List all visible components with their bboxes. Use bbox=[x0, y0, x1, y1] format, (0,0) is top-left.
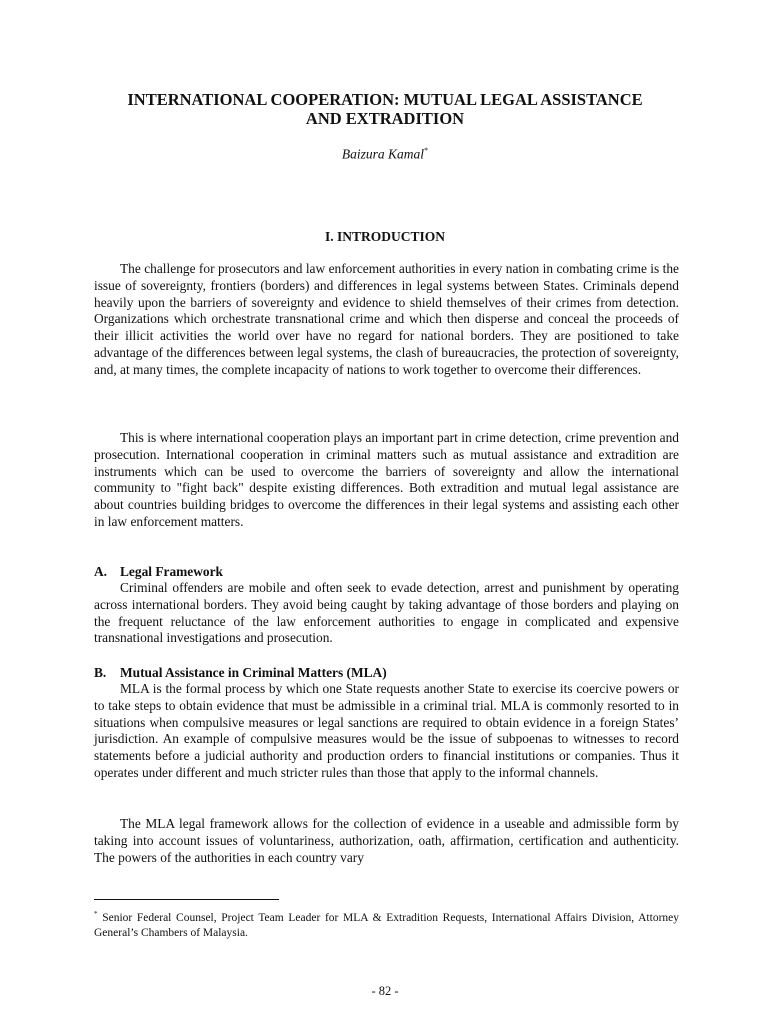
title-line-1: INTERNATIONAL COOPERATION: MUTUAL LEGAL ASSISTANCE bbox=[127, 90, 643, 109]
footnote bbox=[94, 907, 679, 941]
subsection-letter: B. bbox=[94, 665, 107, 680]
title-line-2: AND EXTRADITION bbox=[305, 109, 465, 128]
subsection-title: Legal Framework bbox=[120, 564, 224, 579]
footnote-marker: * bbox=[94, 910, 98, 918]
paper-title bbox=[60, 90, 710, 128]
subsection-heading-b bbox=[94, 665, 679, 681]
subsection-title: Mutual Assistance in Criminal Matters (MLA) bbox=[120, 665, 387, 680]
subsection-letter: A. bbox=[94, 564, 108, 579]
subsection-heading-a bbox=[94, 564, 679, 580]
footnote-divider bbox=[94, 899, 279, 900]
section-heading: I. INTRODUCTION bbox=[324, 229, 446, 244]
subsection-a-paragraph: Criminal offenders are mobile and often seek to evade detection, arrest and punishment by operating across international borders. They avoid being caught by taking advantage of those borders and playing on the frequent reluctance of the law enforcement authorities to engage in complicated and expensive transnational investigations and prosecution. bbox=[94, 580, 679, 646]
author-footnote-marker: * bbox=[424, 146, 429, 155]
subsection-b-paragraph-2: The MLA legal framework allows for the collection of evidence in a useable and admissible form by taking into account issues of voluntariness, authorization, oath, affirmation, certification and authenticity. The powers of the authorities in each country vary bbox=[94, 816, 679, 865]
author-name: Baizura Kamal bbox=[341, 146, 425, 162]
author-line bbox=[60, 146, 710, 163]
subsection-b-paragraph-1: MLA is the formal process by which one State requests another State to exercise its coercive powers or to take steps to obtain evidence that must be admissible in a criminal trial. MLA is commonly resorted to in situations when compulsive measures or legal sanctions are required to obtain evidence in a foreign States’ jurisdiction. An example of compulsive measures would be the issue of subpoenas to witnesses to record statements before a judicial authority and production orders to financial institutions or companies. Thus it operates under different and much stricter rules than those that apply to the informal channels. bbox=[94, 681, 679, 780]
intro-paragraph-2: This is where international cooperation plays an important part in crime detection, crime prevention and prosecution. International cooperation in criminal matters such as mutual assistance and extradition are instruments which can be used to overcome the barriers of sovereignty and allow the international community to "fight back" despite existing differences. Both extradition and mutual legal assistance are about countries building bridges to overcome the differences in their legal systems and assisting each other in law enforcement matters. bbox=[94, 430, 679, 529]
footnote-text: Senior Federal Counsel, Project Team Leader for MLA & Extradition Requests, International Affairs Division, Attorney General’s Chambers of Malaysia. bbox=[94, 911, 680, 939]
page-number: - 82 - bbox=[371, 984, 399, 998]
intro-paragraph-1: The challenge for prosecutors and law enforcement authorities in every nation in combating crime is the issue of sovereignty, frontiers (borders) and differences in legal systems between States. Criminals depend heavily upon the barriers of sovereignty and evidence to shield themselves of their crimes from detection. Organizations which orchestrate transnational crime and which then disperse and conceal the proceeds of their illicit activities the world over have no regard for national borders. They are positioned to take advantage of the differences between legal systems, the clash of bureaucracies, the protection of sovereignty, and, at many times, the complete incapacity of nations to work together to overcome their differences. bbox=[94, 261, 679, 377]
